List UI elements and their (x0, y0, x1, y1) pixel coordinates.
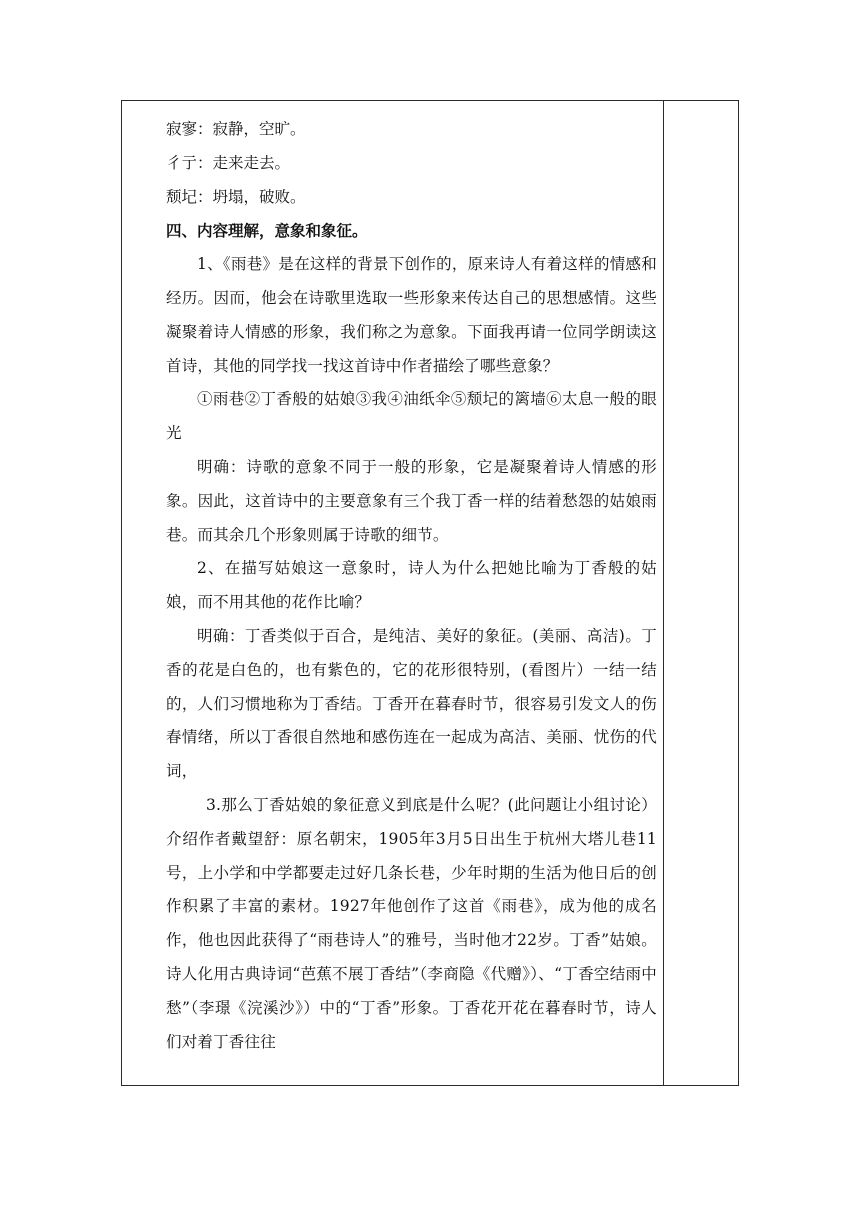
paragraph-1: 1、《雨巷》是在这样的背景下创作的，原来诗人有着这样的情感和经历。因而，他会在诗歌里选取一些形象来传达自己的思想感情。这些凝聚着诗人情感的形象，我们称之为意象。下面我再请一位同学朗读这首诗，其他的同学找一找这首诗中作者描绘了哪些意象？ (166, 255, 657, 375)
vocab-line-2: 彳亍：走来走去。 (166, 153, 291, 172)
notes-cell (664, 101, 738, 1085)
paragraph-question-3: 3.那么丁香姑娘的象征意义到底是什么呢？(此问题让小组讨论）介绍作者戴望舒：原名朝宋，1905年3月5日出生于杭州大塔儿巷11号，上小学和中学都要走过好几条长巷，少年时期的生活为他日后的创作积累了丰富的素材。1927年他创作了这首《雨巷》，成为他的成名作，他也因此获得了“雨巷诗人”的雅号，当时他才22岁。丁香”姑娘。诗人化用古典诗词“芭蕉不展丁香结”（李商隐《代赠》）、“丁香空结雨中愁”（李璟《浣溪沙》）中的“丁香”形象。丁香花开花在暮春时节，诗人们对着丁香往往 (166, 795, 657, 1051)
lesson-plan-table (121, 100, 739, 1086)
content-cell (122, 101, 663, 1085)
vocab-line-3: 颓圮：坍塌，破败。 (166, 187, 306, 206)
paragraph-question-2: 2、在描写姑娘这一意象时，诗人为什么把她比喻为丁香般的姑娘，而不用其他的花作比喻？ (166, 559, 657, 612)
section-heading: 四、内容理解，意象和象征。 (166, 221, 368, 241)
vocab-line-1: 寂寥：寂静，空旷。 (166, 120, 306, 138)
paragraph-imagery-list: ①雨巷②丁香般的姑娘③我④油纸伞⑤颓圮的篱墙⑥太息一般的眼光 (166, 390, 657, 443)
paragraph-answer-2: 明确：丁香类似于百合，是纯洁、美好的象征。(美丽、高洁)。丁香的花是白色的，也有紫色的，它的花形很特别，(看图片）一结一结的，人们习惯地称为丁香结。丁香开在暮春时节，很容易引发文人的伤春情绪，所以丁香很自然地和感伤连在一起成为高洁、美丽、忧伤的代词， (166, 626, 657, 781)
paragraph-answer-1: 明确：诗歌的意象不同于一般的形象，它是凝聚着诗人情感的形象。因此，这首诗中的主要意象有三个我丁香一样的结着愁怨的姑娘雨巷。而其余几个形象则属于诗歌的细节。 (166, 457, 657, 544)
